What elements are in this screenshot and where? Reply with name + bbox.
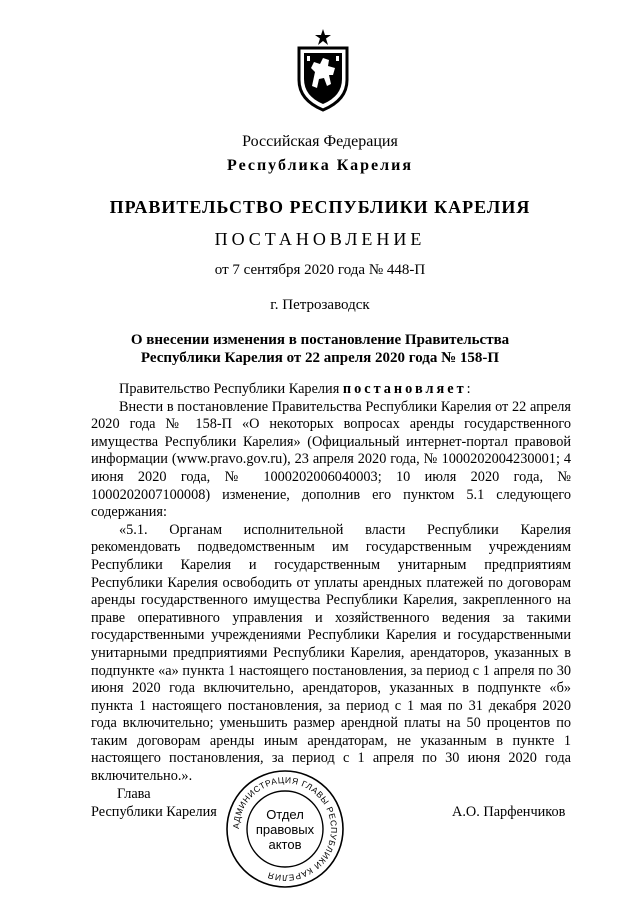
intro-lead: Правительство Республики Карелия bbox=[119, 381, 343, 397]
intro-paragraph bbox=[91, 381, 571, 399]
subject-line-2: Республики Карелия от 22 апреля 2020 года № 158-П bbox=[140, 350, 500, 366]
signatory-title-line-2: Республики Карелия bbox=[91, 803, 217, 820]
stamp-seal bbox=[223, 767, 347, 891]
signatory-title-line-1: Глава bbox=[117, 786, 151, 802]
subject-line-1: О внесении изменения в постановление Правительства bbox=[130, 332, 510, 348]
signatory-title bbox=[91, 786, 217, 821]
city: г. Петрозаводск bbox=[270, 297, 370, 313]
stamp-line-1: Отдел bbox=[266, 807, 304, 822]
intro-resolves: постановляет bbox=[342, 381, 467, 397]
stamp-line-2: правовых bbox=[255, 822, 315, 837]
paragraph-1: Внести в постановление Правительства Республики Карелия от 22 апреля 2020 года № 158-П «О некоторых вопросах аренды государственного имущества Республики Карелия» (Официальный интернет-портал правовой информации (www.pravo.gov.ru), 23 апреля 2020 года, № 1000202004230001; 4 июня 2020 года, № 1000202006040003; 10 июля 2020 года, № 1000202007100008) изменение, дополнив его пунктом 5.1 следующего содержания: bbox=[91, 398, 571, 521]
paragraph-2: «5.1. Органам исполнительной власти Республики Карелия рекомендовать подведомственным им государственным учреждениям Республики Карелия и государственным унитарным предприятиям Республики Карелия освободить от уплаты арендных платежей по договорам аренды государственного имущества Республики Карелия, закрепленного на праве оперативного управления и хозяйственного ведения за такими государственными учреждениями Республики Карелия и государственными унитарными предприятиями Республики Карелия, арендаторов, указанных в подпункте «а» пункта 1 настоящего постановления, за период с 1 апреля по 30 июня 2020 года включительно, арендаторов, указанных в подпункте «б» пункта 1 настоящего постановления, за период с 1 мая по 31 декабря 2020 года включительно; уменьшить размер арендной платы на 50 процентов по таким договорам аренды иным арендаторам, не указанным в пункте 1 настоящего постановления, за период с 1 апреля по 30 июня 2020 года включительно.». bbox=[91, 521, 571, 785]
document-subject bbox=[0, 331, 640, 367]
document-body bbox=[91, 381, 571, 786]
intro-tail: : bbox=[466, 381, 471, 397]
signatory-name: А.О. Парфенчиков bbox=[452, 804, 566, 820]
document-type: ПОСТАНОВЛЕНИЕ bbox=[214, 229, 426, 249]
stamp-ring-text: АДМИНИСТРАЦИЯ ГЛАВЫ РЕСПУБЛИКИ КАРЕЛИЯ bbox=[230, 774, 340, 884]
government-heading: ПРАВИТЕЛЬСТВО РЕСПУБЛИКИ КАРЕЛИЯ bbox=[109, 197, 531, 217]
coat-of-arms-icon bbox=[295, 28, 351, 112]
stamp-line-3: актов bbox=[268, 837, 302, 852]
country-name: Российская Федерация bbox=[242, 133, 398, 150]
republic-name: Республика Карелия bbox=[227, 157, 413, 174]
date-and-number: от 7 сентября 2020 года № 448-П bbox=[214, 262, 426, 278]
